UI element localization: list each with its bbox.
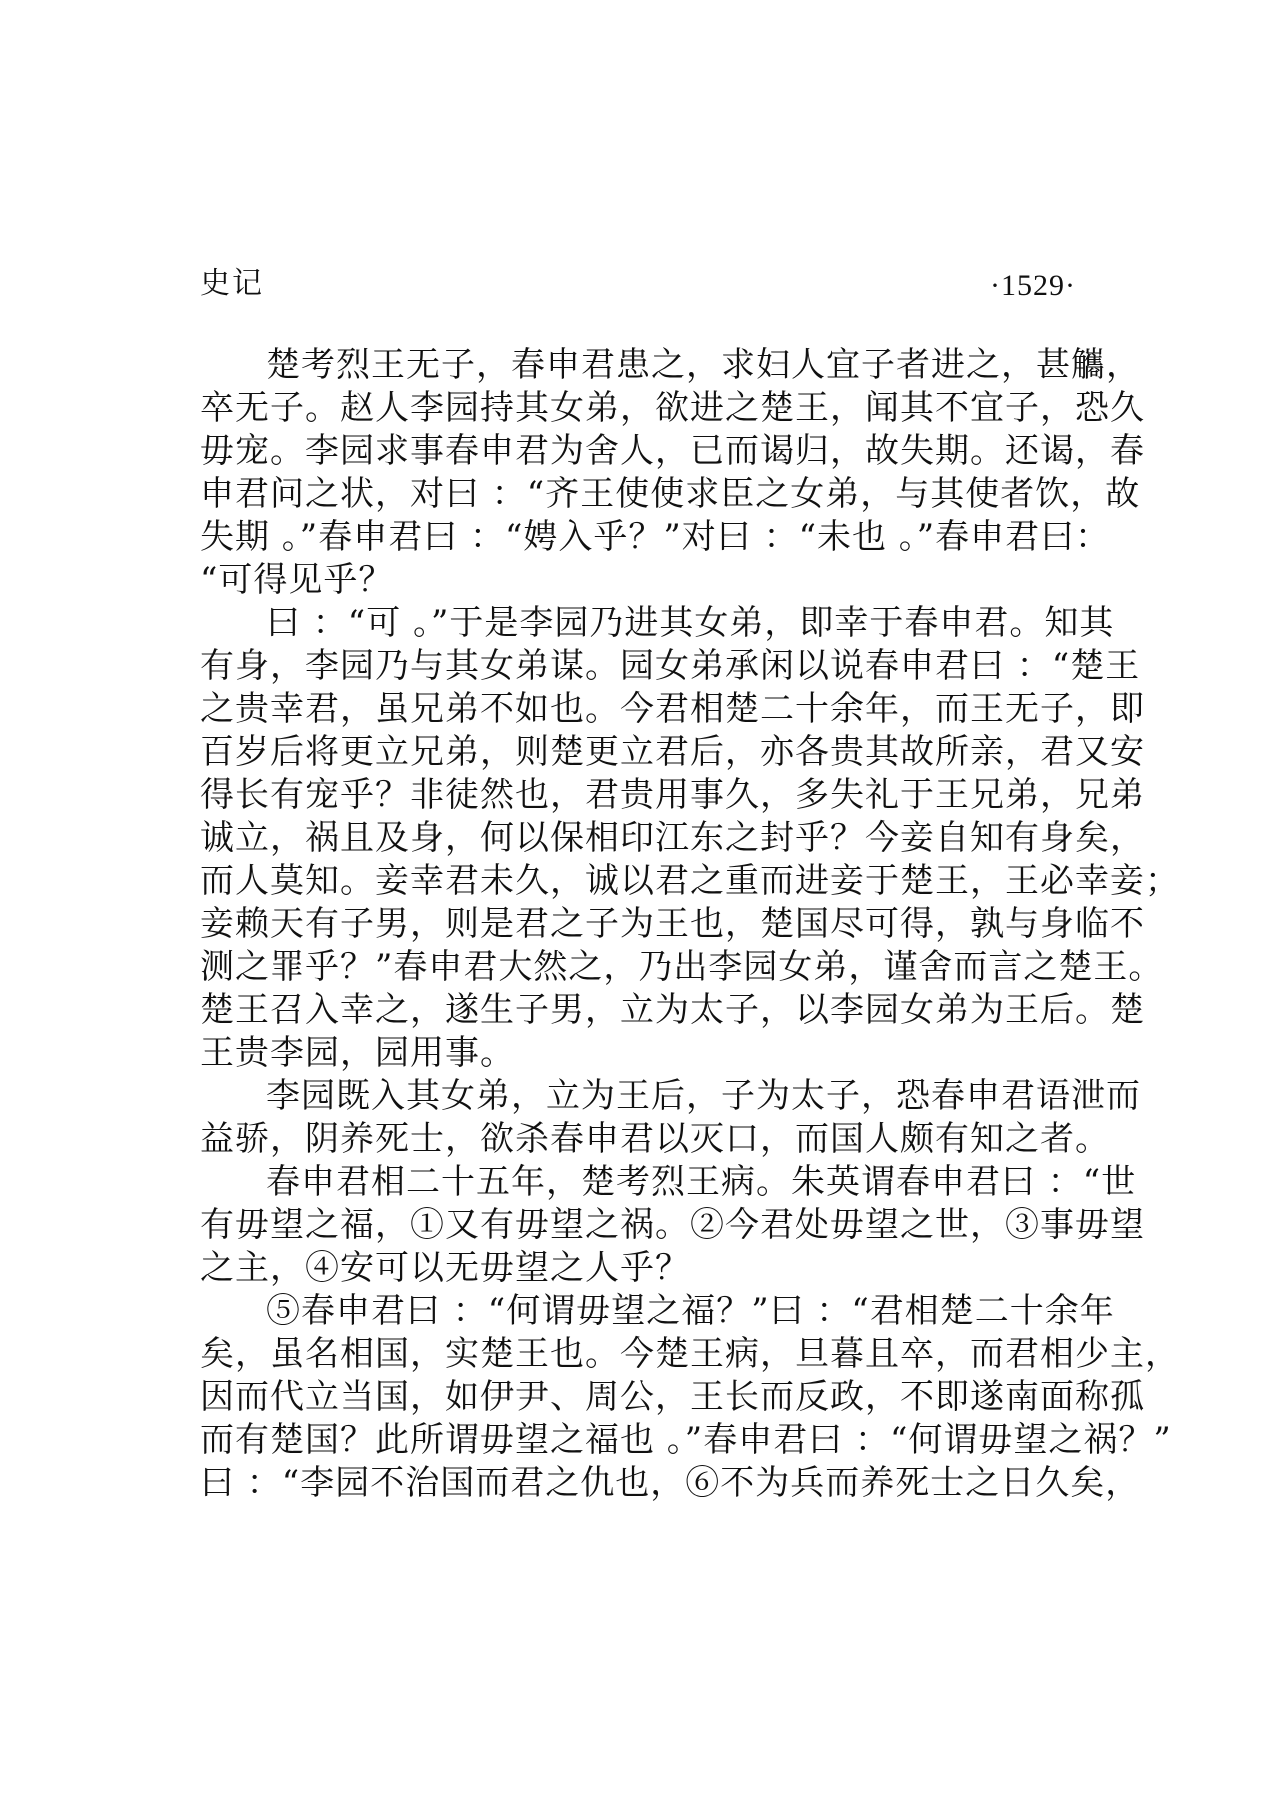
paragraph-line: 李园既入其女弟，立为王后，子为太子，恐春申君语泄而	[266, 1076, 1141, 1116]
paragraph-line: 妾赖天有子男，则是君之子为王也，楚国尽可得，孰与身临不	[200, 904, 1145, 944]
paragraph-line: 矣，虽名相国，实楚王也。今楚王病，旦暮且卒，而君相少主，	[200, 1334, 1180, 1374]
body-text	[200, 344, 1180, 1505]
page-number: ·1529·	[990, 269, 1076, 302]
paragraph-line: 曰 ：“李园不治国而君之仇也，⑥不为兵而养死士之日久矣，	[200, 1463, 1141, 1503]
paragraph-line: ⑤春申君曰 ：“何谓毋望之福？”曰 ：“君相楚二十余年	[266, 1291, 1115, 1331]
paragraph-line: 春申君相二十五年，楚考烈王病。朱英谓春申君曰 ：“世	[266, 1162, 1137, 1202]
paragraph-line: 曰 ：“可 。”于是李园乃进其女弟，即幸于春申君。知其	[266, 603, 1115, 643]
paragraph-line: “可得见乎？	[200, 560, 394, 600]
paragraph-line: 益骄，阴养死士，欲杀春申君以灭口，而国人颇有知之者。	[200, 1119, 1110, 1159]
paragraph-line: 测之罪乎？”春申君大然之，乃出李园女弟，谨舍而言之楚王。	[200, 947, 1164, 987]
paragraph-line: 楚王召入幸之，遂生子男，立为太子，以李园女弟为王后。楚	[200, 990, 1145, 1030]
paragraph-line: 百岁后将更立兄弟，则楚更立君后，亦各贵其故所亲，君又安	[200, 732, 1145, 772]
paragraph-line: 申君问之状，对曰 ：“齐王使使求臣之女弟，与其使者饮，故	[200, 474, 1141, 514]
paragraph-line: 毋宠。李园求事春申君为舍人，已而谒归，故失期。还谒，春	[200, 431, 1145, 471]
paragraph-line: 得长有宠乎？非徒然也，君贵用事久，多失礼于王兄弟，兄弟	[200, 775, 1145, 815]
paragraph-line: 而人莫知。妾幸君未久，诚以君之重而进妾于楚王，王必幸妾；	[200, 861, 1180, 901]
paragraph-line: 因而代立当国，如伊尹、周公，王长而反政，不即遂南面称孤	[200, 1377, 1145, 1417]
running-title: 史记	[200, 266, 264, 301]
paragraph-line: 王贵李园，园用事。	[200, 1033, 515, 1073]
paragraph-line: 诚立，祸且及身，何以保相印江东之封乎？今妾自知有身矣，	[200, 818, 1145, 858]
paragraph-line: 楚考烈王无子，春申君患之，求妇人宜子者进之，甚觿，	[266, 345, 1141, 385]
paragraph-line: 之贵幸君，虽兄弟不如也。今君相楚二十余年，而王无子，即	[200, 689, 1145, 729]
paragraph-line: 而有楚国？此所谓毋望之福也 。”春申君曰 ：“何谓毋望之祸？”	[200, 1420, 1172, 1460]
paragraph-line: 失期 。”春申君曰 ：“娉入乎？”对曰 ：“未也 。”春申君曰：	[200, 517, 1111, 557]
paragraph-line: 之主，④安可以无毋望之人乎？	[200, 1248, 690, 1288]
paragraph-line: 卒无子。赵人李园持其女弟，欲进之楚王，闻其不宜子，恐久	[200, 388, 1145, 428]
paragraph-line: 有毋望之福，①又有毋望之祸。②今君处毋望之世，③事毋望	[200, 1205, 1145, 1245]
paragraph-line: 有身，李园乃与其女弟谋。园女弟承闲以说春申君曰 ：“楚王	[200, 646, 1141, 686]
